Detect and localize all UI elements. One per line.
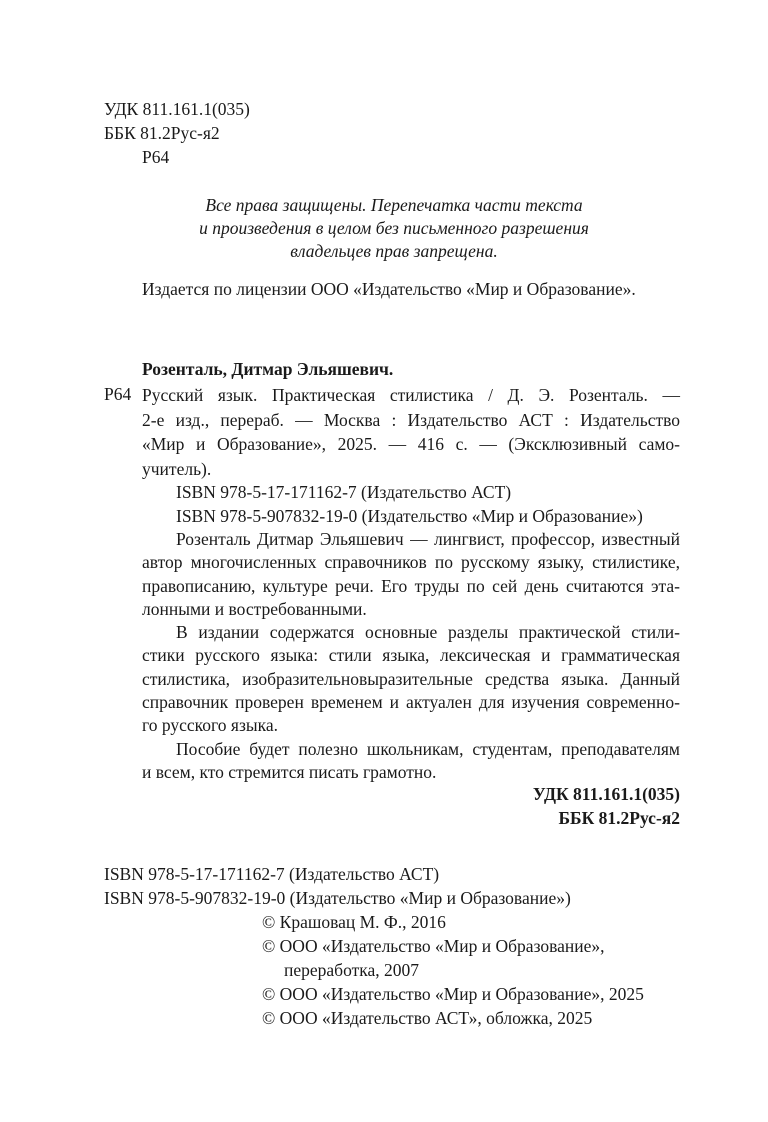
copyright-block <box>262 910 644 1030</box>
annotation-line: стилистика, изобразительновыразительные средства языка. Данный <box>142 668 680 689</box>
rights-line: Все права защищены. Перепечатка части текста <box>205 195 583 215</box>
annotation-line: стики русского языка: стили языка, лексическая и грамматическая <box>142 645 680 666</box>
annotation-line: Пособие будет полезно школьникам, студентам, преподавателям <box>176 738 680 759</box>
copyright-line: © ООО «Издательство «Мир и Образование», 2025 <box>262 984 644 1004</box>
description-line: 2-е изд., перераб. — Москва : Издательство АСТ : Издательство <box>142 409 680 430</box>
annotation <box>142 528 680 784</box>
copyright-line: © Крашовац М. Ф., 2016 <box>262 912 446 932</box>
author-mark-top: Р64 <box>142 147 170 167</box>
udk-code-bottom: УДК 811.161.1(035) <box>532 784 680 804</box>
bottom-codes <box>400 782 680 830</box>
annotation-line: Розенталь Дитмар Эльяшевич — лингвист, профессор, известный <box>176 529 680 549</box>
rights-line: и произведения в целом без письменного разрешения <box>199 218 589 238</box>
description-line: «Мир и Образование», 2025. — 416 с. — (Эксклюзивный само- <box>142 434 680 454</box>
bottom-isbn-list <box>104 862 571 910</box>
annotation-line: лонными и востребованными. <box>142 598 367 619</box>
bbk-code-top: ББК 81.2Рус-я2 <box>104 123 220 143</box>
catalog-author-mark: Р64 <box>104 384 132 404</box>
catalog-description <box>142 383 680 481</box>
annotation-line: В издании содержатся основные разделы практической стили- <box>176 622 680 643</box>
annotation-line: справочник проверен временем и актуален для изучения современно- <box>142 692 680 713</box>
license-notice: Издается по лицензии ООО «Издательство «Мир и Образование». <box>142 279 636 299</box>
copyright-line: © ООО «Издательство АСТ», обложка, 2025 <box>262 1008 593 1028</box>
rights-notice <box>104 194 684 263</box>
isbn-line: ISBN 978-5-17-171162-7 (Издательство АСТ) <box>176 482 512 502</box>
copyright-line-continued: переработка, 2007 <box>284 960 419 980</box>
catalog-author: Розенталь, Дитмар Эльяшевич. <box>142 359 394 379</box>
copyright-line: © ООО «Издательство «Мир и Образование», <box>262 936 605 956</box>
annotation-line: автор многочисленных справочников по русскому языку, стилистике, <box>142 552 680 573</box>
rights-line: владельцев прав запрещена. <box>290 241 498 261</box>
annotation-line: го русского языка. <box>142 715 279 736</box>
annotation-line: правописанию, культуре речи. Его труды по сей день считаются эта- <box>142 575 680 596</box>
isbn-line: ISBN 978-5-907832-19-0 (Издательство «Мир и Образование») <box>104 888 571 908</box>
annotation-line: и всем, кто стремится писать грамотно. <box>142 761 437 782</box>
udk-code-top: УДК 811.161.1(035) <box>104 99 250 119</box>
isbn-line: ISBN 978-5-17-171162-7 (Издательство АСТ) <box>104 864 440 884</box>
description-line: учитель). <box>142 458 212 479</box>
description-line: Русский язык. Практическая стилистика / Д. Э. Розенталь. — <box>142 385 680 405</box>
catalog-isbn-list <box>176 480 643 528</box>
isbn-line: ISBN 978-5-907832-19-0 (Издательство «Мир и Образование») <box>176 506 643 526</box>
bbk-code-bottom: ББК 81.2Рус-я2 <box>558 808 680 828</box>
